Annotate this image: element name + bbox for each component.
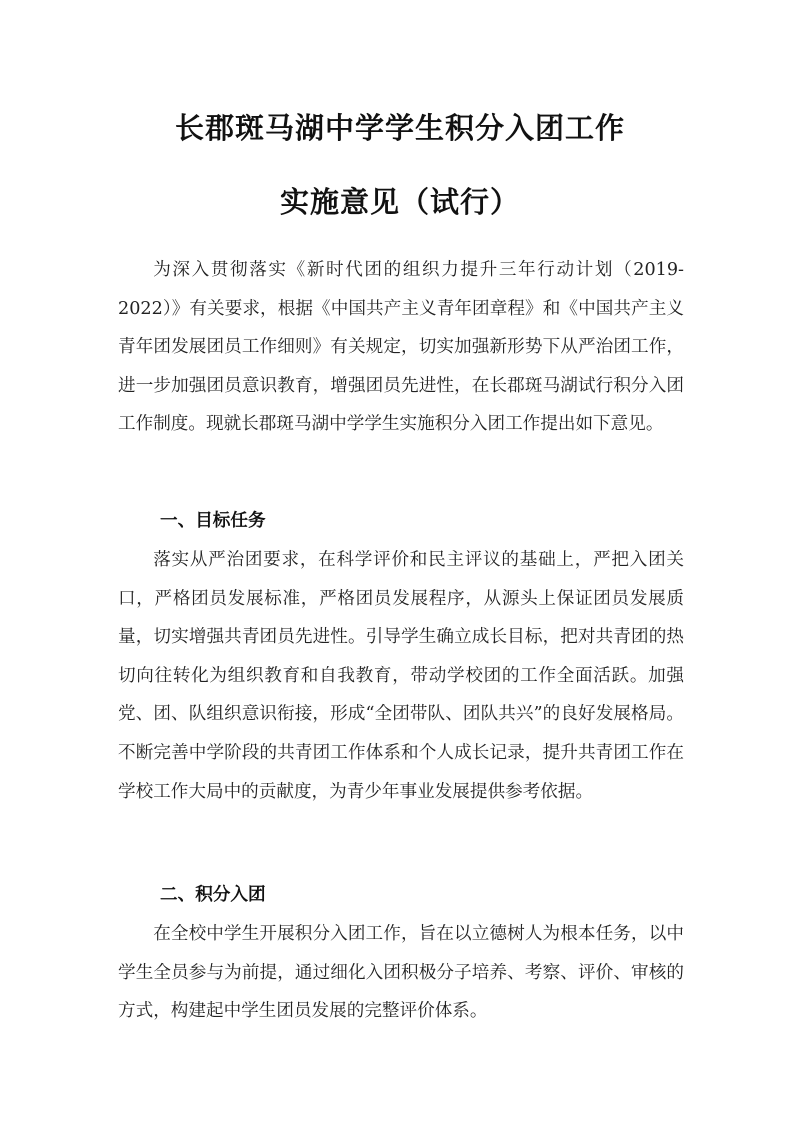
document-title-line-1: 长郡斑马湖中学学生积分入团工作 <box>174 111 625 145</box>
section-heading-goals: 一、目标任务 <box>160 511 266 531</box>
section-heading-points: 二、积分入团 <box>160 885 266 905</box>
section-body-points: 在全校中学生开展积分入团工作，旨在以立德树人为根本任务，以中学生全员参与为前提，通过细化入团积极分子培养、考察、评价、审核的方式，构建起中学生团员发展的完整评价体系。 <box>118 924 684 1022</box>
document-title-line-2: 实施意见（试行） <box>279 185 520 219</box>
section-body-goals: 落实从严治团要求，在科学评价和民主评议的基础上，严把入团关口，严格团员发展标准，严格团员发展程序，从源头上保证团员发展质量，切实增强共青团员先进性。引导学生确立成长目标，把对共青团的热切向往转化为组织教育和自我教育，带动学校团的工作全面活跃。加强党、团、队组织意识衔接，形成“全团带队、团队共兴”的良好发展格局。不断完善中学阶段的共青团工作体系和个人成长记录，提升共青团工作在学校工作大局中的贡献度，为青少年事业发展提供参考依据。 <box>118 550 684 802</box>
intro-paragraph: 为深入贯彻落实《新时代团的组织力提升三年行动计划（2019-2022）》有关要求，根据《中国共产主义青年团章程》和《中国共产主义青年团发展团员工作细则》有关规定，切实加强新形势下从严治团工作，进一步加强团员意识教育，增强团员先进性，在长郡斑马湖试行积分入团工作制度。现就长郡斑马湖中学学生实施积分入团工作提出如下意见。 <box>118 260 684 435</box>
